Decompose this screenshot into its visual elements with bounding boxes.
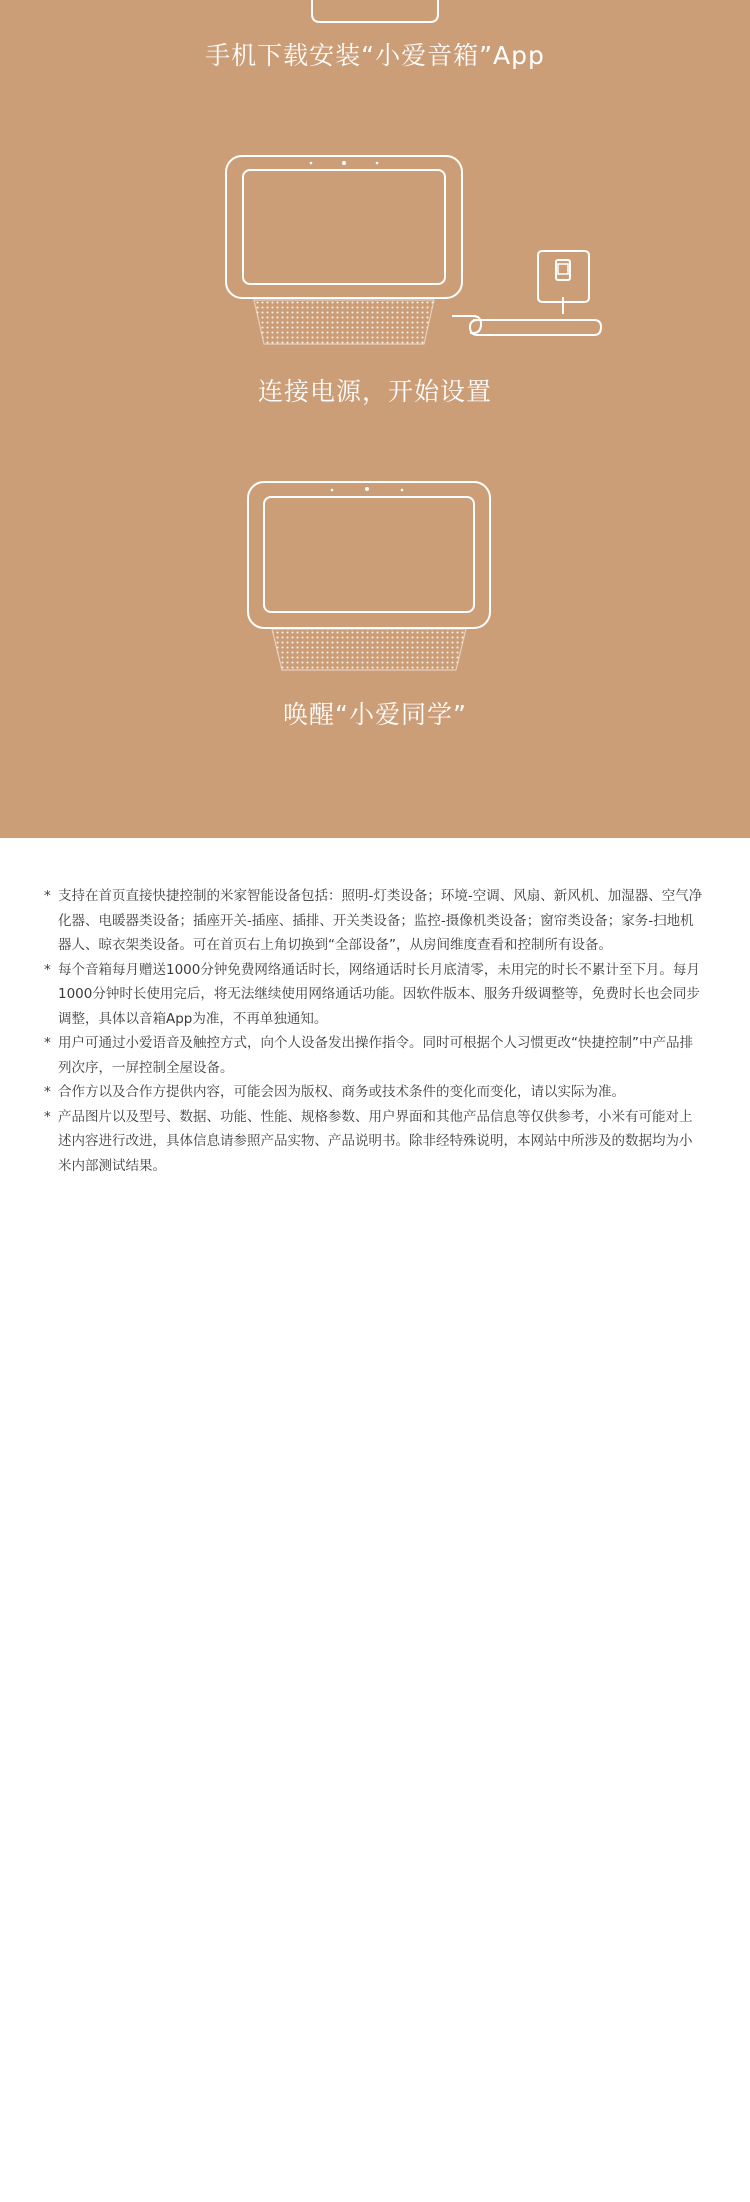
footnote-text: 产品图片以及型号、数据、功能、性能、规格参数、用户界面和其他产品信息等仅供参考，小米有可能对上述内容进行改进，具体信息请参照产品实物、产品说明书。除非经特殊说明，本网站中所涉及的数据均为小米内部测试结果。 [58, 1108, 693, 1174]
footnote-text: 合作方以及合作方提供内容，可能会因为版权、商务或技术条件的变化而变化，请以实际为准。 [58, 1084, 625, 1100]
footnote-marker: * [44, 1035, 51, 1051]
footnote-text: 支持在首页直接快捷控制的米家智能设备包括：照明-灯类设备；环境-空调、风扇、新风机、加湿器、空气净化器、电暖器类设备；插座开关-插座、插排、开关类设备；监控-摄像机类设备；窗帘类设备；家务-扫地机器人、晾衣架类设备。可在首页右上角切换到“全部设备”，从房间维度查看和控制所有设备。 [58, 888, 703, 953]
footnote-marker: * [44, 961, 51, 978]
step-title-download-app: 手机下载安装“小爱音箱”App [205, 41, 545, 70]
step-title-wake-assistant: 唤醒“小爱同学” [283, 700, 467, 729]
footnote-product-info-disclaimer [44, 1105, 704, 1179]
footnote-text: 用户可通过小爱语音及触控方式，向个人设备发出操作指令。同时可根据个人习惯更改“快捷控制”中产品排列次序，一屏控制全屋设备。 [58, 1035, 693, 1076]
footnote-call-minutes [44, 958, 704, 1032]
footnote-partner-content [44, 1080, 704, 1105]
footnote-marker: * [44, 888, 51, 904]
footnotes [44, 884, 704, 1178]
footnote-text: 每个音箱每月赠送1000分钟免费网络通话时长，网络通话时长月底清零，未用完的时长不累计至下月。每月1000分钟时长使用完后，将无法继续使用网络通话功能。因软件版本、服务升级调整等，免费时长也会同步调整，具体以音箱App为准，不再单独通知。 [58, 961, 700, 1027]
step-title-connect-power: 连接电源，开始设置 [257, 377, 492, 406]
phone-device-partial [312, 0, 438, 22]
footnote-marker: * [44, 1108, 51, 1125]
blank-footer-area [0, 1230, 750, 2202]
smart-display-speaker [248, 482, 490, 670]
smart-display-with-cable [226, 156, 601, 344]
footnote-voice-touch-control [44, 1031, 704, 1080]
footnote-quick-control-devices [44, 884, 704, 958]
footnote-marker: * [44, 1084, 51, 1100]
